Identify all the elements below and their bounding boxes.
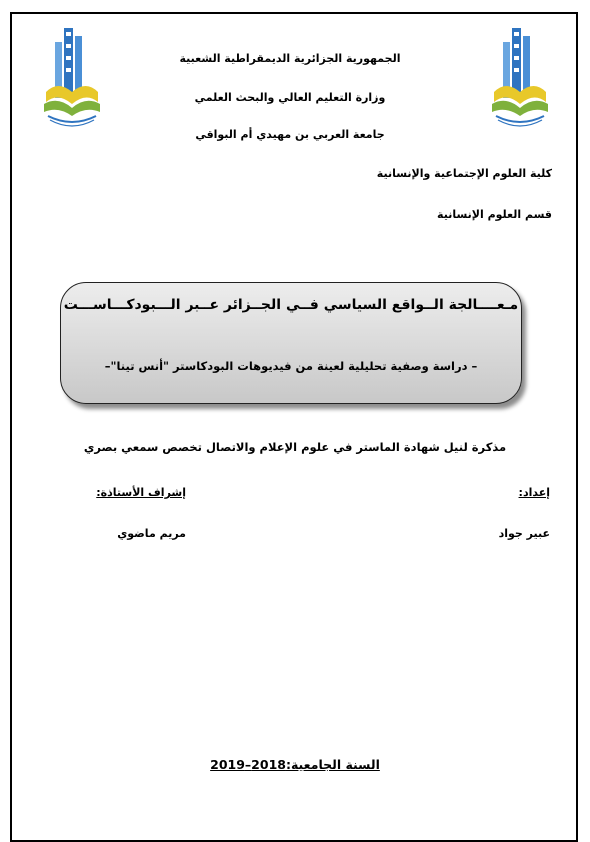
republic-heading: الجمهورية الجزائرية الديمقراطية الشعبية xyxy=(179,52,401,65)
department-label: قسم العلوم الإنسانية xyxy=(437,208,552,221)
faculty-label: كلية العلوم الإجتماعية والإنسانية xyxy=(376,167,552,180)
thesis-title: مـعــــالجة الــواقع السياسي فــي الجــزائر عــبر الـــبودكـــاســـت xyxy=(63,297,519,313)
degree-statement: مذكرة لنيل شهادة الماستر في علوم الإعلام والاتصال تخصص سمعي بصري xyxy=(83,440,507,454)
prepared-by-label: إعداد: xyxy=(518,486,550,499)
university-logo-left xyxy=(42,22,100,132)
student-name: عبير جواد xyxy=(498,527,550,540)
supervisor-name: مريم ماضوي xyxy=(117,527,186,540)
university-heading: جامعة العربي بن مهيدي أم البواقي xyxy=(195,128,385,141)
ministry-heading: وزارة التعليم العالي والبحث العلمي xyxy=(194,91,386,104)
university-logo-right xyxy=(490,22,548,132)
thesis-subtitle: – دراسة وصفية تحليلية لعينة من فيديوهات البودكاستر "أنس تينا"– xyxy=(104,359,478,373)
thesis-title-box xyxy=(60,282,522,404)
academic-year: السنة الجامعية:2018–2019 xyxy=(210,757,380,772)
supervised-by-label: إشراف الأستاذة: xyxy=(96,486,186,499)
